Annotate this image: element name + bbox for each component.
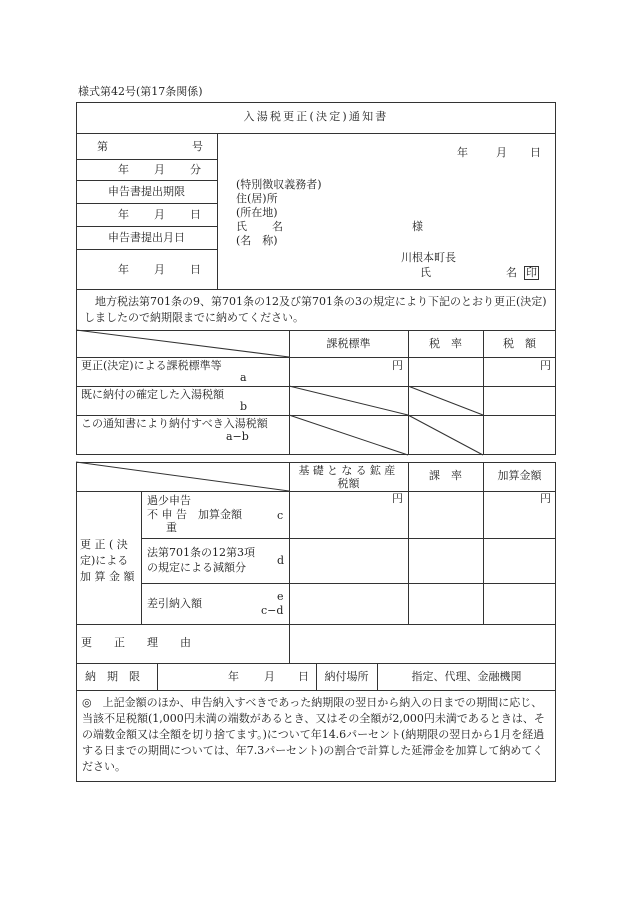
intro-text: 地方税法第701条の9、第701条の12及び第701条の3の規定により下記のとおり更正(決定)しましたので納期限までに納めてください。: [84, 295, 547, 324]
table1-header-diagonal: [76, 330, 289, 357]
form-number-label: 様式第42号(第17条関係): [78, 85, 203, 98]
row-b-sub: b: [240, 400, 248, 413]
submit-day: 日: [190, 263, 201, 276]
row-d-line2: の規定による減額分: [147, 561, 246, 574]
row-c-base-unit: 円: [392, 492, 403, 505]
name-char-2: 名: [272, 220, 283, 233]
header-base-amount-1: 基礎となる鉱産: [298, 464, 399, 477]
mayor-name-char-1: 氏: [420, 266, 431, 279]
due-month: 月: [264, 670, 275, 683]
honorific: 様: [412, 220, 423, 233]
row-d-sub: d: [277, 554, 285, 567]
row-e-label: 差引納入額: [147, 597, 202, 610]
table1-amb-base-diagonal: [289, 415, 408, 455]
table1-b-rate2-diagonal: [408, 386, 483, 415]
header-tax-rate: 税 率: [429, 337, 462, 350]
table1-b-rate-diagonal: [289, 386, 408, 415]
deadline-label: 申告書提出期限: [108, 185, 185, 198]
period-month: 月: [154, 163, 165, 176]
row-c-sub: c: [277, 509, 284, 522]
header-rate: 課 率: [429, 469, 462, 482]
period-year: 年: [118, 163, 129, 176]
number-prefix: 第: [97, 140, 108, 153]
pay-place-label: 納付場所: [324, 670, 369, 683]
number-suffix: 号: [192, 140, 203, 153]
row-a-label: 更正(決定)による課税標準等: [81, 359, 222, 372]
row-c-line1: 過少申告: [147, 494, 191, 507]
location-label: (所在地): [236, 206, 278, 219]
row-e-sub1: e: [277, 590, 284, 603]
notice-day: 日: [530, 146, 541, 159]
deadline-day: 日: [190, 208, 201, 221]
submit-label: 申告書提出月日: [108, 231, 185, 244]
due-label: 納 期 限: [85, 670, 140, 683]
address-label: 住(居)所: [236, 192, 278, 205]
header-penalty-amount: 加算金額: [497, 469, 542, 482]
mayor-title: 川根本町長: [401, 251, 456, 264]
table1-amb-rate-diagonal: [408, 415, 483, 455]
row-amb-label: この通知書により納付すべき入湯税額: [81, 417, 268, 430]
row-c-line2: 不 申 告 加算金額: [147, 508, 242, 521]
deadline-month: 月: [154, 208, 165, 221]
row-a-amount-unit: 円: [540, 359, 551, 372]
submit-month: 月: [154, 263, 165, 276]
row-b-label: 既に納付の確定した入湯税額: [81, 388, 224, 401]
due-day: 日: [298, 670, 309, 683]
row-c-amount-unit: 円: [540, 492, 551, 505]
row-amb-sub: a−b: [226, 430, 249, 443]
notice-month: 月: [496, 146, 507, 159]
pay-place-value: 指定、代理、金融機関: [411, 670, 522, 683]
submit-year: 年: [118, 263, 129, 276]
name-char-1: 氏: [236, 220, 247, 233]
due-year: 年: [228, 670, 239, 683]
group-label-3: 加 算 金 額: [80, 570, 135, 583]
header-base-amount-2: 税額: [337, 477, 360, 490]
header-tax-amount: 税 額: [503, 337, 536, 350]
row-a-base-unit: 円: [392, 359, 403, 372]
notice-year: 年: [457, 146, 468, 159]
seal-mark: 印: [526, 266, 537, 279]
row-c-line3: 重: [166, 521, 177, 534]
footer-note: ◎ 上記金額のほか、申告納入すべきであった納期限の翌日から納入の日までの期間に応じ、当該不足税額(1,000円未満の端数があるとき、又はその全額が2,000円未満であるときは、その端数金額又は全額を切り捨てます。)について年14.6パーセント(納期限の翌日から1月を経過する日までの期間については、年7.3パーセント)の割合で計算した延滞金を加算して納めてください。: [82, 696, 545, 773]
row-e-sub2: c−d: [261, 604, 284, 617]
mayor-name-char-2: 名: [506, 266, 517, 279]
table2-header-diagonal: [76, 462, 289, 491]
form-title: 入湯税更正(決定)通知書: [243, 110, 389, 123]
row-a-sub: a: [240, 371, 247, 384]
group-label-1: 更 正 ( 決: [80, 538, 128, 551]
obligor-label: (特別徴収義務者): [236, 178, 322, 191]
org-name-label: (名 称): [236, 234, 278, 247]
deadline-year: 年: [118, 208, 129, 221]
reason-label: 更 正 理 由: [81, 636, 191, 649]
group-label-2: 定)による: [80, 554, 129, 567]
period-division: 分: [190, 163, 201, 176]
header-tax-base: 課税標準: [326, 337, 371, 350]
row-d-line1: 法第701条の12第3項: [147, 546, 255, 559]
